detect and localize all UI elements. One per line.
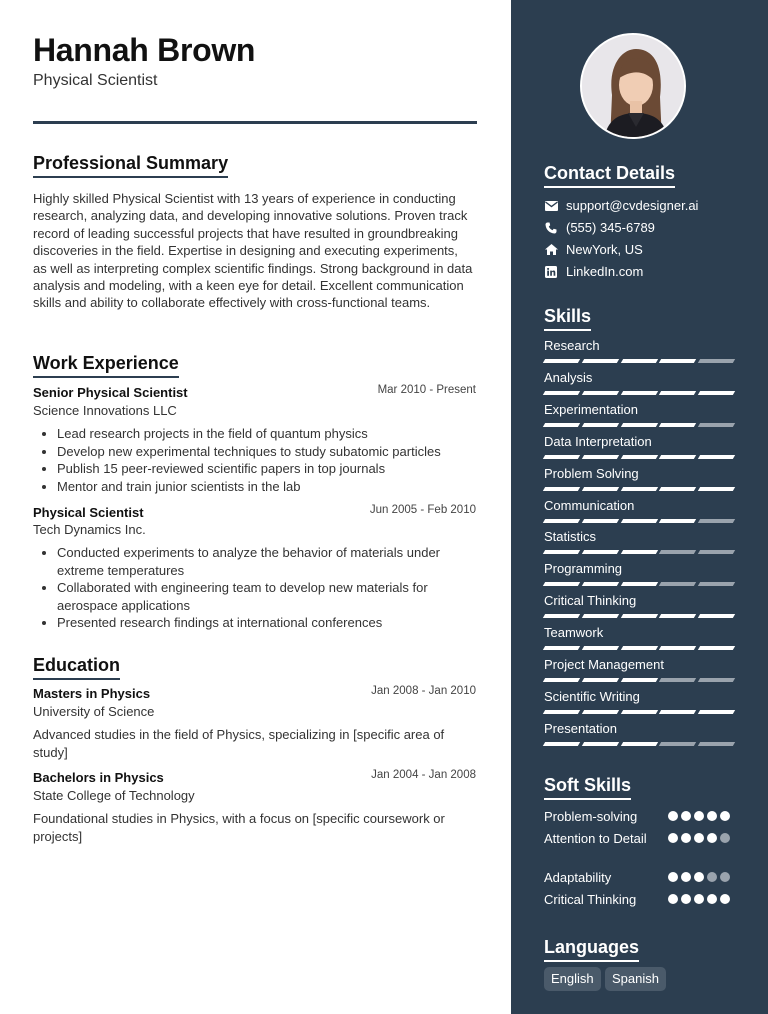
skill-bar-segment	[543, 710, 580, 714]
skill-bar-segment	[659, 519, 696, 523]
soft-skills-title: Soft Skills	[544, 775, 631, 800]
skill-level-bar	[544, 646, 734, 650]
job-date: Mar 2010 - Present	[377, 384, 476, 396]
envelope-icon	[544, 199, 558, 213]
contact-phone[interactable]	[544, 220, 655, 235]
job-bullet: Collaborated with engineering team to develop new materials for aerospace applications	[57, 579, 467, 614]
soft-skill-rating	[668, 833, 730, 843]
skill-bar-segment	[543, 550, 580, 554]
skill-label: Problem Solving	[544, 465, 639, 481]
skill-bar-segment	[582, 742, 619, 746]
skill-level-bar	[544, 391, 734, 395]
skill-bar-segment	[620, 710, 657, 714]
job-bullet: Develop new experimental techniques to study subatomic particles	[57, 443, 477, 461]
skill-bar-segment	[582, 455, 619, 459]
skill-bar-segment	[620, 550, 657, 554]
skill-bar-segment	[543, 678, 580, 682]
experience-title: Work Experience	[33, 353, 179, 378]
contact-linkedin-text: LinkedIn.com	[566, 264, 644, 279]
skill-bar-segment	[659, 742, 696, 746]
linkedin-icon	[544, 265, 558, 279]
summary-text: Highly skilled Physical Scientist with 13 years of experience in conducting research, analyzing data, and developing innovative solutions. Proven track record of leading successful projects that have resulted in groundbreaking discoveries in the field. Expertise in designing and executing experiments, as well as interpreting complex scientific findings. Strong background in data analysis and modeling, with a keen eye for detail. Excellent communication skills and ability to collaborate effectively with cross-functional teams.	[33, 191, 473, 311]
rating-dot	[720, 833, 730, 843]
skill-label: Research	[544, 338, 600, 353]
rating-dot	[681, 894, 691, 904]
skill-bar-segment	[659, 455, 696, 459]
phone-icon	[544, 221, 558, 235]
skill-bar-segment	[543, 423, 580, 427]
school-name: University of Science	[33, 704, 155, 719]
skill-label: Critical Thinking	[544, 593, 637, 609]
skill-bar-segment	[620, 678, 657, 682]
skill-bar-segment	[582, 678, 619, 682]
skill-level-bar	[544, 487, 734, 491]
skill-level-bar	[544, 519, 734, 523]
rating-dot	[707, 833, 717, 843]
skill-label: Presentation	[544, 720, 617, 736]
rating-dot	[707, 872, 717, 882]
skills-title: Skills	[544, 306, 591, 331]
contact-phone-text: (555) 345-6789	[566, 220, 655, 235]
language-badge: Spanish	[605, 967, 666, 991]
rating-dot	[694, 811, 704, 821]
rating-dot	[668, 872, 678, 882]
skill-bar-segment	[698, 519, 735, 523]
rating-dot	[694, 872, 704, 882]
skill-bar-segment	[543, 455, 580, 459]
job-bullet: Conducted experiments to analyze the behavior of materials under extreme temperatures	[57, 544, 467, 579]
skill-level-bar	[544, 455, 734, 459]
skill-bar-segment	[659, 487, 696, 491]
skill-bar-segment	[582, 646, 619, 650]
job-bullet: Publish 15 peer-reviewed scientific papers in top journals	[57, 460, 477, 478]
rating-dot	[694, 894, 704, 904]
skill-bar-segment	[659, 550, 696, 554]
job-title: Physical Scientist	[33, 505, 144, 520]
skill-bar-segment	[620, 646, 657, 650]
skill-label: Analysis	[544, 369, 593, 385]
skill-level-bar	[544, 678, 734, 682]
rating-dot	[681, 811, 691, 821]
skill-label: Scientific Writing	[544, 688, 640, 704]
rating-dot	[668, 811, 678, 821]
rating-dot	[668, 833, 678, 843]
degree-date: Jan 2008 - Jan 2010	[371, 685, 476, 697]
soft-skill-label: Attention to Detail	[544, 831, 647, 846]
job-bullets	[57, 425, 477, 495]
degree-title: Bachelors in Physics	[33, 770, 164, 785]
skill-bar-segment	[659, 423, 696, 427]
skill-level-bar	[544, 359, 734, 363]
skill-bar-segment	[582, 519, 619, 523]
skill-bar-segment	[659, 646, 696, 650]
skill-level-bar	[544, 423, 734, 427]
rating-dot	[694, 833, 704, 843]
skill-bar-segment	[659, 359, 696, 363]
job-company: Science Innovations LLC	[33, 403, 177, 418]
skill-bar-segment	[698, 550, 735, 554]
rating-dot	[720, 894, 730, 904]
skill-bar-segment	[698, 742, 735, 746]
skill-bar-segment	[582, 423, 619, 427]
skill-bar-segment	[582, 614, 619, 618]
skill-bar-segment	[543, 519, 580, 523]
skill-level-bar	[544, 582, 734, 586]
soft-skill-rating	[668, 811, 730, 821]
skill-label: Project Management	[544, 657, 664, 672]
skill-bar-segment	[582, 550, 619, 554]
skill-bar-segment	[659, 678, 696, 682]
rating-dot	[707, 894, 717, 904]
degree-date: Jan 2004 - Jan 2008	[371, 769, 476, 781]
skill-bar-segment	[620, 391, 657, 395]
skill-bar-segment	[582, 582, 619, 586]
skill-level-bar	[544, 710, 734, 714]
summary-title: Professional Summary	[33, 153, 228, 178]
skill-bar-segment	[698, 423, 735, 427]
rating-dot	[707, 811, 717, 821]
job-bullets	[57, 544, 467, 632]
skill-bar-segment	[698, 614, 735, 618]
skill-level-bar	[544, 614, 734, 618]
skill-bar-segment	[659, 614, 696, 618]
skill-bar-segment	[620, 359, 657, 363]
rating-dot	[720, 872, 730, 882]
profile-photo-illustration	[582, 35, 686, 139]
soft-skill-rating	[668, 894, 730, 904]
skill-bar-segment	[543, 359, 580, 363]
skill-level-bar	[544, 550, 734, 554]
skill-bar-segment	[698, 487, 735, 491]
job-bullet: Lead research projects in the field of quantum physics	[57, 425, 477, 443]
degree-description: Advanced studies in the field of Physics, specializing in [specific area of study]	[33, 727, 445, 760]
soft-skill-label: Adaptability	[544, 870, 612, 885]
contact-title: Contact Details	[544, 163, 675, 188]
skill-bar-segment	[543, 614, 580, 618]
skill-bar-segment	[582, 391, 619, 395]
rating-dot	[720, 811, 730, 821]
skill-bar-segment	[659, 391, 696, 395]
skill-bar-segment	[620, 742, 657, 746]
profile-photo	[580, 33, 686, 139]
skill-bar-segment	[698, 710, 735, 714]
skill-bar-segment	[698, 646, 735, 650]
rating-dot	[681, 872, 691, 882]
skill-label: Experimentation	[544, 401, 638, 417]
contact-email[interactable]	[544, 198, 698, 213]
candidate-role: Physical Scientist	[33, 72, 158, 89]
job-bullet: Presented research findings at international conferences	[57, 614, 467, 632]
degree-description: Foundational studies in Physics, with a focus on [specific coursework or projects]	[33, 811, 445, 844]
degree-title: Masters in Physics	[33, 686, 151, 701]
skill-label: Communication	[544, 497, 635, 513]
skill-bar-segment	[620, 614, 657, 618]
contact-location-text: NewYork, US	[566, 242, 643, 257]
soft-skill-label: Critical Thinking	[544, 892, 637, 907]
languages-title: Languages	[544, 937, 639, 962]
sidebar	[511, 0, 768, 1014]
contact-linkedin[interactable]	[544, 264, 643, 279]
skill-bar-segment	[698, 391, 735, 395]
job-date: Jun 2005 - Feb 2010	[369, 504, 476, 516]
skill-bar-segment	[543, 487, 580, 491]
skill-bar-segment	[543, 391, 580, 395]
education-title: Education	[33, 655, 120, 680]
skill-bar-segment	[659, 710, 696, 714]
skill-bar-segment	[582, 359, 619, 363]
skill-label: Teamwork	[544, 625, 604, 641]
job-bullet: Mentor and train junior scientists in the lab	[57, 478, 477, 496]
soft-skill-label: Problem-solving	[544, 809, 638, 824]
job-company: Tech Dynamics Inc.	[33, 522, 146, 537]
skill-label: Programming	[544, 561, 623, 577]
contact-email-text: support@cvdesigner.ai	[566, 198, 699, 213]
skill-bar-segment	[698, 678, 735, 682]
rating-dot	[681, 833, 691, 843]
skill-level-bar	[544, 742, 734, 746]
skill-bar-segment	[582, 710, 619, 714]
skill-bar-segment	[620, 455, 657, 459]
skill-label: Statistics	[544, 529, 597, 545]
header-divider	[33, 121, 477, 124]
skill-label: Data Interpretation	[544, 433, 652, 449]
skill-bar-segment	[620, 582, 657, 586]
skill-bar-segment	[698, 582, 735, 586]
skill-bar-segment	[543, 582, 580, 586]
job-title: Senior Physical Scientist	[33, 385, 188, 400]
skill-bar-segment	[659, 582, 696, 586]
home-icon	[544, 243, 558, 257]
contact-location	[544, 242, 643, 257]
rating-dot	[668, 894, 678, 904]
skill-bar-segment	[543, 646, 580, 650]
school-name: State College of Technology	[33, 788, 195, 803]
skill-bar-segment	[543, 742, 580, 746]
candidate-name: Hannah Brown	[33, 32, 256, 68]
skill-bar-segment	[620, 423, 657, 427]
language-badge: English	[544, 967, 601, 991]
skill-bar-segment	[620, 519, 657, 523]
skill-bar-segment	[698, 455, 735, 459]
soft-skill-rating	[668, 872, 730, 882]
skill-bar-segment	[582, 487, 619, 491]
skill-bar-segment	[620, 487, 657, 491]
skill-bar-segment	[698, 359, 735, 363]
